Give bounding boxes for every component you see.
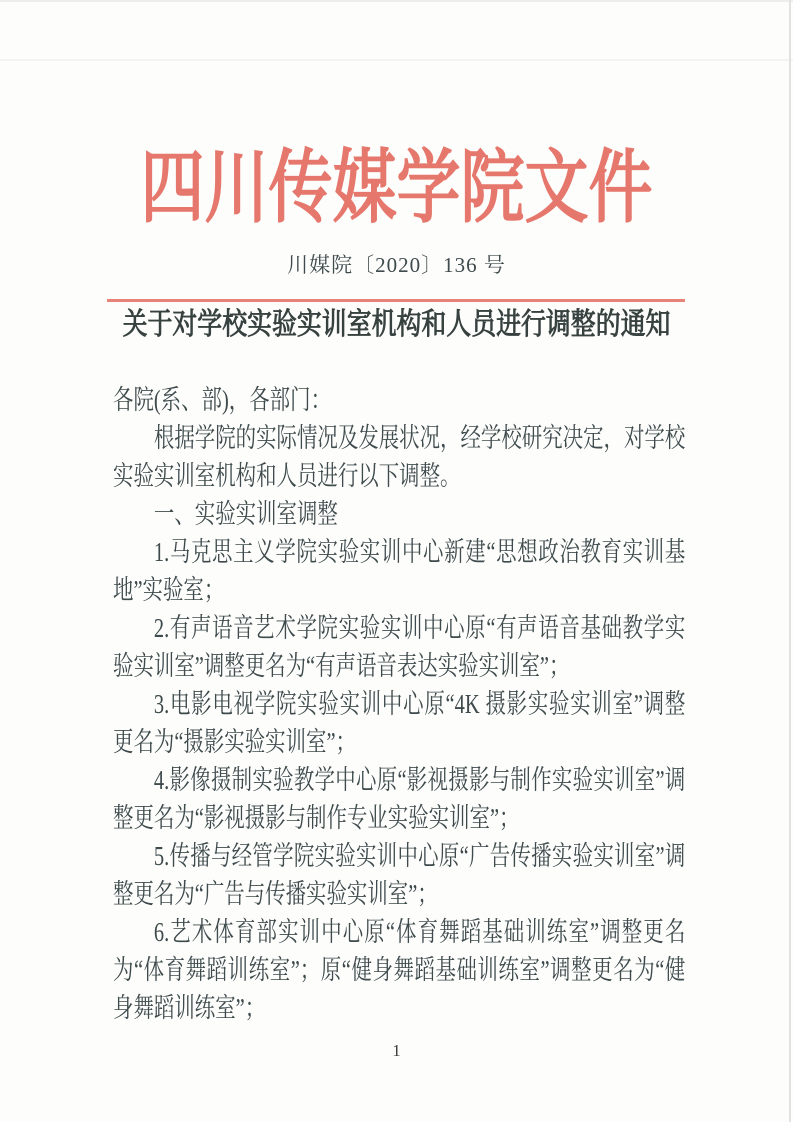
scan-artifact-band bbox=[0, 59, 793, 61]
letterhead-divider bbox=[107, 299, 685, 302]
document-number: 川媒院〔2020〕136 号 bbox=[287, 253, 506, 277]
body-paragraph: 根据学院的实际情况及发展状况，经学校研究决定，对学校实验实训室机构和人员进行以下调整。 bbox=[113, 423, 686, 491]
body-paragraph: 1.马克思主义学院实验实训中心新建“思想政治教育实训基地”实验室； bbox=[113, 537, 686, 605]
body-paragraph: 4.影像摄制实验教学中心原“影视摄影与制作实验实训室”调整更名为“影视摄影与制作专业实验实训室”； bbox=[113, 765, 686, 833]
letterhead-title: 四川传媒学院文件 bbox=[140, 145, 653, 233]
salutation-line: 各院(系、部)，各部门： bbox=[113, 385, 332, 415]
notice-body bbox=[113, 381, 685, 1027]
notice-subject-title: 关于对学校实验实训室机构和人员进行调整的通知 bbox=[122, 308, 671, 341]
page-number: 1 bbox=[392, 1041, 401, 1060]
scan-artifact-top-edge bbox=[0, 0, 793, 2]
body-paragraph: 3.电影电视学院实验实训中心原“4K 摄影实验实训室”调整更名为“摄影实验实训室”； bbox=[113, 689, 686, 757]
scan-artifact-right-edge bbox=[789, 0, 791, 1122]
section-heading: 一、实验实训室调整 bbox=[153, 499, 338, 529]
body-paragraph: 6.艺术体育部实训中心原“体育舞蹈基础训练室”调整更名为“体育舞蹈训练室”；原“健身舞蹈基础训练室”调整更名为“健身舞蹈训练室”； bbox=[113, 917, 686, 1023]
body-paragraph: 2.有声语音艺术学院实验实训中心原“有声语音基础教学实验实训室”调整更名为“有声语音表达实验实训室”； bbox=[113, 613, 686, 681]
body-paragraph: 5.传播与经管学院实验实训中心原“广告传播实验实训室”调整更名为“广告与传播实验实训室”； bbox=[113, 841, 686, 909]
